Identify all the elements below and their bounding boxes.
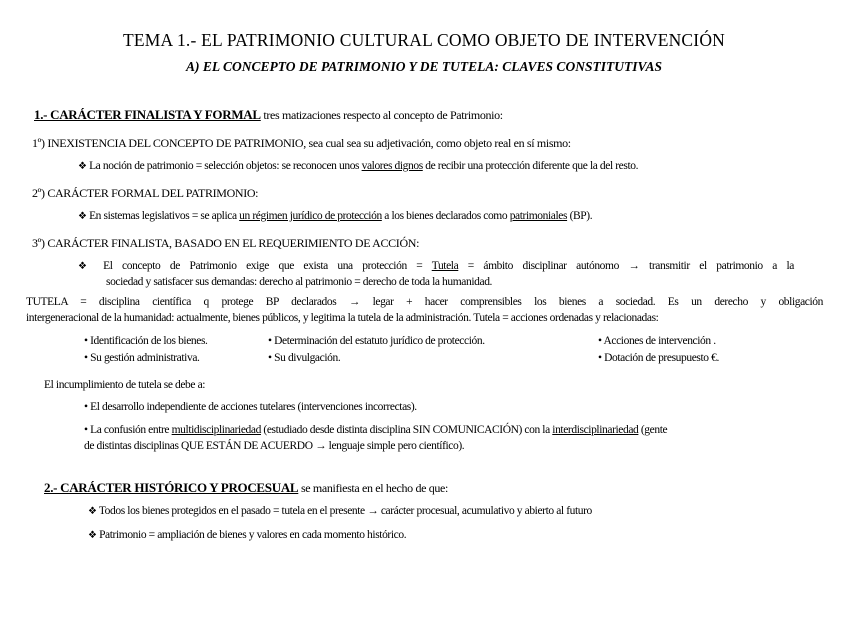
- list-item: • Su divulgación.: [268, 352, 341, 364]
- underlined-text: Tutela: [431, 260, 459, 272]
- point-2-heading: 2º) CARÁCTER FORMAL DEL PATRIMONIO:: [32, 186, 259, 200]
- list-item: • Acciones de intervención .: [598, 335, 716, 347]
- underlined-text: multidisciplinariedad: [171, 424, 261, 436]
- point-3-heading: 3º) CARÁCTER FINALISTA, BASADO EN EL REQUERIMIENTO DE ACCIÓN:: [32, 236, 420, 250]
- diamond-bullet-icon: ❖: [78, 261, 94, 272]
- incumplimiento-heading: El incumplimiento de tutela se debe a:: [44, 379, 206, 391]
- point-3-bullet-cont: sociedad y satisfacer sus demandas: derecho al patrimonio = derecho de toda la humanidad.: [106, 276, 493, 288]
- section-1-line: [34, 106, 503, 124]
- tutela-line-2: intergeneracional de la humanidad: actualmente, bienes públicos, y legitima la tutela de la administración. Tutela = acciones ordenadas y relacionadas:: [26, 312, 659, 324]
- section-2-intro: se manifiesta en el hecho de que:: [298, 481, 448, 495]
- page-subtitle: A) EL CONCEPTO DE PATRIMONIO Y DE TUTELA: CLAVES CONSTITUTIVAS: [186, 59, 662, 74]
- underlined-text: interdisciplinariedad: [552, 424, 639, 436]
- section-2-line: [44, 479, 448, 497]
- underlined-text: valores dignos: [361, 160, 423, 172]
- list-item-cont: de distintas disciplinas QUE ESTÁN DE ACUERDO → lenguaje simple pero científico).: [84, 440, 465, 452]
- list-item: • Dotación de presupuesto €.: [598, 352, 719, 364]
- list-item: • La confusión entre multidisciplinariedad (estudiado desde distinta disciplina SIN COMUNICACIÓN) con la interdisciplinariedad (gente: [84, 424, 668, 436]
- diamond-bullet-icon: ❖: [78, 211, 87, 222]
- diamond-bullet-icon: ❖: [78, 161, 87, 172]
- point-2-bullet: ❖ En sistemas legislativos = se aplica un régimen jurídico de protección a los bienes declarados como patrimoniales (BP).: [78, 210, 593, 222]
- section-2-bullet-2: ❖ Patrimonio = ampliación de bienes y valores en cada momento histórico.: [88, 529, 407, 541]
- section-2-heading: 2.- CARÁCTER HISTÓRICO Y PROCESUAL: [44, 480, 299, 495]
- section-1-intro: tres matizaciones respecto al concepto de Patrimonio:: [260, 108, 503, 122]
- section-1-heading: 1.- CARÁCTER FINALISTA Y FORMAL: [34, 107, 261, 122]
- diamond-bullet-icon: ❖: [88, 506, 97, 517]
- list-item: • Identificación de los bienes.: [84, 335, 208, 347]
- list-item: • Determinación del estatuto jurídico de protección.: [268, 335, 485, 347]
- list-item: • Su gestión administrativa.: [84, 352, 200, 364]
- underlined-text: patrimoniales: [509, 210, 568, 222]
- point-1-bullet: ❖ La noción de patrimonio = selección objetos: se reconocen unos valores dignos de recibir una protección diferente que la del resto.: [78, 160, 639, 172]
- point-1-heading: 1º) INEXISTENCIA DEL CONCEPTO DE PATRIMONIO, sea cual sea su adjetivación, como objeto real en sí mismo:: [32, 136, 571, 150]
- list-item: • El desarrollo independiente de acciones tutelares (intervenciones incorrectas).: [84, 401, 417, 413]
- underlined-text: un régimen jurídico de protección: [239, 210, 382, 222]
- diamond-bullet-icon: ❖: [88, 530, 97, 541]
- section-2-bullet-1: ❖ Todos los bienes protegidos en el pasado = tutela en el presente → carácter procesual, acumulativo y abierto al futuro: [88, 505, 592, 517]
- point-3-bullet: ❖ El concepto de Patrimonio exige que exista una protección = Tutela = ámbito disciplinar autónomo → transmitir el patrimonio a la: [78, 260, 794, 272]
- page-title: TEMA 1.- EL PATRIMONIO CULTURAL COMO OBJETO DE INTERVENCIÓN: [123, 30, 725, 50]
- tutela-line-1: TUTELA = disciplina científica q protege BP declarados → legar + hacer comprensibles los bienes a sociedad. Es un derecho y obligación: [26, 296, 823, 308]
